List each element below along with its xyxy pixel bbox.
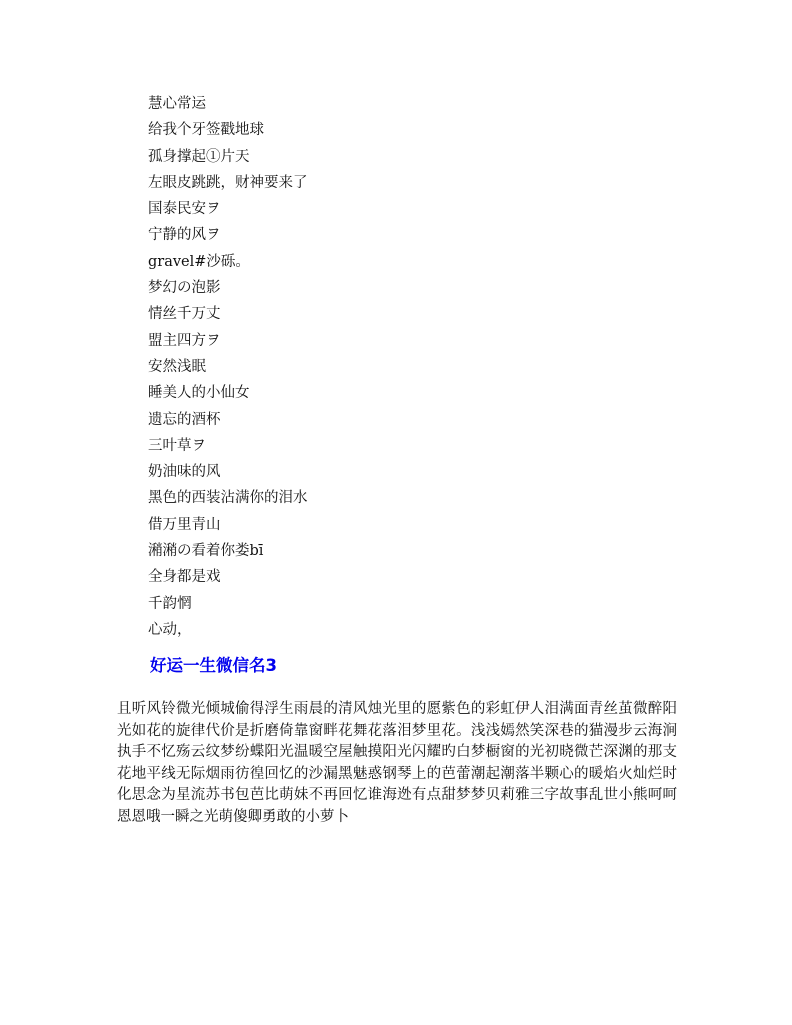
name-item: 宁静的风ヲ — [148, 227, 221, 244]
name-item: 盟主四方ヲ — [148, 332, 221, 349]
name-item: 黑色的西装沾满你的泪水 — [148, 490, 308, 507]
section-heading: 好运一生微信名3 — [150, 656, 277, 675]
name-item: 情丝千万丈 — [148, 306, 221, 323]
name-item: 睡美人的小仙女 — [148, 385, 250, 402]
name-item: 借万里青山 — [148, 516, 221, 533]
name-item: 孤身撑起①片天 — [148, 148, 250, 165]
name-item: 遗忘的酒杯 — [148, 411, 221, 428]
section-paragraph: 且听风铃微光倾城偷得浮生雨晨的清风烛光里的愿紫色的彩虹伊人泪满面青丝茧微醉阳光如花的旋律代价是折磨倚靠窗畔花舞花落泪梦里花。浅浅嫣然笑深巷的猫漫步云海涧执手不忆殇云纹梦纷蝶阳光温暖空屋触摸阳光闪耀旳白梦橱窗的光初晓微芒深渊的那支花地平线无际烟雨彷徨回忆的沙漏黑魅惑钢琴上的芭蕾潮起潮落半颗心的暖焰火灿烂时化思念为星流苏书包芭比萌妹不再回忆谁海迯有点甜梦梦贝莉雅三字故事乱世小熊呵呵恩恩哦一瞬之光萌傻卿勇敢的小萝卜 — [117, 701, 677, 825]
name-item: 全身都是戏 — [148, 569, 221, 586]
name-item: 给我个牙签戳地球 — [148, 122, 264, 139]
name-item: 安然浅眠 — [148, 358, 206, 375]
name-item: 三叶草ヲ — [148, 437, 206, 454]
name-item: gravel#沙砾。 — [148, 253, 250, 270]
name-item: 潲潲の看着你娄bī — [148, 543, 264, 560]
name-item: 梦幻の泡影 — [148, 280, 221, 297]
name-item: 慧心常运 — [148, 96, 206, 112]
name-item: 千韵惘 — [148, 595, 192, 612]
name-item: 奶油味的风 — [148, 464, 221, 481]
name-item: 国泰民安ヲ — [148, 201, 221, 218]
name-item: 左眼皮跳跳，财神要来了 — [148, 174, 308, 191]
name-list — [148, 93, 308, 645]
name-item: 心动， — [148, 621, 192, 638]
